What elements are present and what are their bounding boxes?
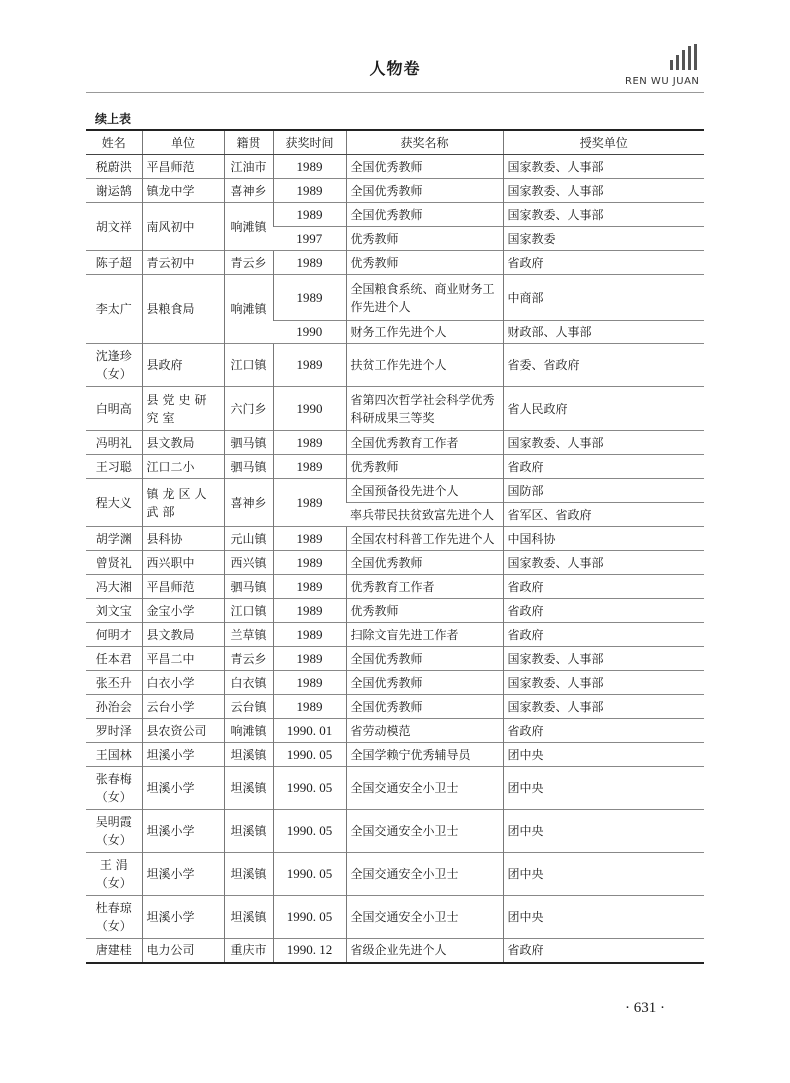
table-row [86, 431, 704, 455]
cell-unit: 坦溪小学 [142, 743, 224, 767]
cell-name: 陈子超 [86, 251, 142, 275]
cell-time: 1989 [273, 647, 346, 671]
cell-org: 省政府 [503, 251, 704, 275]
cell-name: 曾贤礼 [86, 551, 142, 575]
cell-org: 国家教委、人事部 [503, 695, 704, 719]
cell-award: 优秀教师 [346, 599, 503, 623]
cell-award: 优秀教师 [346, 227, 503, 251]
page-title: 人物卷 [369, 59, 421, 78]
cell-hometown: 西兴镇 [224, 551, 273, 575]
awards-table [86, 129, 704, 964]
cell-award: 扶贫工作先进个人 [346, 344, 503, 387]
table-row [86, 179, 704, 203]
table-row [86, 719, 704, 743]
cell-unit: 平昌师范 [142, 155, 224, 179]
cell-name: 李太广 [86, 275, 142, 344]
cell-time: 1989 [273, 344, 346, 387]
cell-org: 团中央 [503, 810, 704, 853]
cell-org: 中商部 [503, 275, 704, 321]
cell-org: 省人民政府 [503, 387, 704, 431]
header-rule [86, 92, 704, 93]
cell-unit: 白衣小学 [142, 671, 224, 695]
cell-award: 优秀教师 [346, 251, 503, 275]
cell-org: 省政府 [503, 939, 704, 963]
cell-award: 全国优秀教师 [346, 203, 503, 227]
column-header-name: 姓名 [86, 130, 142, 155]
cell-hometown: 驷马镇 [224, 455, 273, 479]
cell-hometown: 白衣镇 [224, 671, 273, 695]
cell-name: 程大义 [86, 479, 142, 527]
cell-unit: 县粮食局 [142, 275, 224, 344]
cell-unit: 云台小学 [142, 695, 224, 719]
page-number: · 631 · [625, 1000, 665, 1016]
table-row [86, 939, 704, 963]
cell-award: 率兵带民扶贫致富先进个人 [346, 503, 503, 527]
cell-name: 孙治会 [86, 695, 142, 719]
cell-org: 省政府 [503, 455, 704, 479]
cell-award: 省劳动模范 [346, 719, 503, 743]
cell-award: 财务工作先进个人 [346, 321, 503, 344]
cell-unit: 镇龙中学 [142, 179, 224, 203]
cell-org: 省政府 [503, 599, 704, 623]
cell-award: 优秀教师 [346, 455, 503, 479]
cell-time: 1990. 05 [273, 853, 346, 896]
cell-hometown: 元山镇 [224, 527, 273, 551]
cell-award: 省级企业先进个人 [346, 939, 503, 963]
cell-time: 1989 [273, 203, 346, 227]
cell-org: 省政府 [503, 719, 704, 743]
cell-award: 全国优秀教师 [346, 695, 503, 719]
table-row [86, 671, 704, 695]
table-row [86, 599, 704, 623]
cell-time: 1989 [273, 251, 346, 275]
cell-org: 团中央 [503, 767, 704, 810]
cell-hometown: 驷马镇 [224, 431, 273, 455]
cell-org: 国家教委、人事部 [503, 551, 704, 575]
cell-time: 1990. 05 [273, 743, 346, 767]
cell-time: 1990. 12 [273, 939, 346, 963]
cell-org: 团中央 [503, 853, 704, 896]
cell-org: 国防部 [503, 479, 704, 503]
cell-time: 1990. 05 [273, 810, 346, 853]
cell-org: 国家教委、人事部 [503, 431, 704, 455]
cell-name: 冯明礼 [86, 431, 142, 455]
cell-award: 全国优秀教师 [346, 551, 503, 575]
table-row [86, 387, 704, 431]
cell-unit: 坦溪小学 [142, 853, 224, 896]
continued-label: 续上表 [95, 112, 132, 126]
table-row [86, 743, 704, 767]
table-row [86, 527, 704, 551]
table-row [86, 344, 704, 387]
column-header-hometown: 籍贯 [224, 130, 273, 155]
cell-award: 全国优秀教育工作者 [346, 431, 503, 455]
column-header-awarding-org: 授奖单位 [503, 130, 704, 155]
cell-unit: 江口二小 [142, 455, 224, 479]
cell-name: 罗时泽 [86, 719, 142, 743]
cell-org: 国家教委、人事部 [503, 647, 704, 671]
cell-hometown: 响滩镇 [224, 719, 273, 743]
cell-award: 省第四次哲学社会科学优秀科研成果三等奖 [346, 387, 503, 431]
cell-unit: 县党史研究室 [142, 387, 224, 431]
cell-time: 1989 [273, 671, 346, 695]
table-row [86, 647, 704, 671]
cell-award: 全国优秀教师 [346, 647, 503, 671]
cell-hometown: 兰草镇 [224, 623, 273, 647]
table-row [86, 695, 704, 719]
table-row [86, 479, 704, 503]
cell-hometown: 江口镇 [224, 599, 273, 623]
table-row [86, 455, 704, 479]
cell-name: 胡学渊 [86, 527, 142, 551]
cell-time: 1990. 01 [273, 719, 346, 743]
cell-org: 省军区、省政府 [503, 503, 704, 527]
cell-unit: 青云初中 [142, 251, 224, 275]
cell-hometown: 驷马镇 [224, 575, 273, 599]
cell-time: 1989 [273, 455, 346, 479]
cell-award: 全国交通安全小卫士 [346, 767, 503, 810]
cell-unit: 县科协 [142, 527, 224, 551]
cell-hometown: 喜神乡 [224, 179, 273, 203]
cell-time: 1990 [273, 387, 346, 431]
cell-org: 国家教委、人事部 [503, 179, 704, 203]
table-row [86, 767, 704, 810]
cell-time: 1989 [273, 275, 346, 321]
table-row [86, 575, 704, 599]
cell-org: 国家教委 [503, 227, 704, 251]
cell-time: 1989 [273, 695, 346, 719]
cell-org: 国家教委、人事部 [503, 155, 704, 179]
cell-time: 1997 [273, 227, 346, 251]
cell-award: 全国农村科普工作先进个人 [346, 527, 503, 551]
cell-name: 沈逢珍（女） [86, 344, 142, 387]
table-row [86, 551, 704, 575]
cell-unit: 县农资公司 [142, 719, 224, 743]
cell-unit: 县政府 [142, 344, 224, 387]
cell-unit: 坦溪小学 [142, 810, 224, 853]
cell-time: 1990. 05 [273, 896, 346, 939]
cell-time: 1989 [273, 575, 346, 599]
cell-hometown: 六门乡 [224, 387, 273, 431]
cell-hometown: 云台镇 [224, 695, 273, 719]
cell-hometown: 坦溪镇 [224, 767, 273, 810]
cell-award: 全国交通安全小卫士 [346, 896, 503, 939]
cell-hometown: 喜神乡 [224, 479, 273, 527]
cell-org: 省政府 [503, 575, 704, 599]
cell-unit: 平昌二中 [142, 647, 224, 671]
cell-hometown: 青云乡 [224, 647, 273, 671]
cell-award: 全国交通安全小卫士 [346, 810, 503, 853]
cell-name: 吴明霞（女） [86, 810, 142, 853]
cell-time: 1989 [273, 431, 346, 455]
column-header-award-time: 获奖时间 [273, 130, 346, 155]
cell-time: 1989 [273, 179, 346, 203]
cell-name: 何明才 [86, 623, 142, 647]
cell-hometown: 江口镇 [224, 344, 273, 387]
cell-hometown: 坦溪镇 [224, 810, 273, 853]
cell-award: 全国优秀教师 [346, 179, 503, 203]
cell-name: 王 涓（女） [86, 853, 142, 896]
cell-org: 中国科协 [503, 527, 704, 551]
cell-name: 杜春琼（女） [86, 896, 142, 939]
cell-unit: 坦溪小学 [142, 767, 224, 810]
cell-org: 团中央 [503, 896, 704, 939]
table-row [86, 203, 704, 227]
cell-award: 全国粮食系统、商业财务工作先进个人 [346, 275, 503, 321]
cell-name: 任本君 [86, 647, 142, 671]
cell-name: 刘文宝 [86, 599, 142, 623]
cell-time: 1989 [273, 623, 346, 647]
table-header-row [86, 130, 704, 155]
table-row [86, 251, 704, 275]
cell-name: 冯大湘 [86, 575, 142, 599]
cell-time: 1989 [273, 599, 346, 623]
table-row [86, 623, 704, 647]
cell-award: 扫除文盲先进工作者 [346, 623, 503, 647]
table-row [86, 853, 704, 896]
cell-award: 全国预备役先进个人 [346, 479, 503, 503]
cell-hometown: 坦溪镇 [224, 896, 273, 939]
cell-hometown: 坦溪镇 [224, 743, 273, 767]
cell-name: 胡文祥 [86, 203, 142, 251]
cell-unit: 西兴职中 [142, 551, 224, 575]
book-name: REN WU JUAN [625, 76, 700, 87]
cell-hometown: 坦溪镇 [224, 853, 273, 896]
cell-unit: 镇龙区人武部 [142, 479, 224, 527]
cell-time: 1989 [273, 551, 346, 575]
cell-award: 优秀教育工作者 [346, 575, 503, 599]
cell-name: 王习聪 [86, 455, 142, 479]
cell-hometown: 青云乡 [224, 251, 273, 275]
cell-time: 1989 [273, 479, 346, 527]
table-row [86, 275, 704, 321]
cell-name: 张丕升 [86, 671, 142, 695]
cell-name: 王国林 [86, 743, 142, 767]
table-row [86, 155, 704, 179]
cell-unit: 县文教局 [142, 623, 224, 647]
cell-name: 谢运鹄 [86, 179, 142, 203]
cell-hometown: 响滩镇 [224, 275, 273, 344]
cell-unit: 电力公司 [142, 939, 224, 963]
cell-time: 1990 [273, 321, 346, 344]
book-logo-bars-icon [670, 44, 702, 70]
cell-org: 国家教委、人事部 [503, 203, 704, 227]
cell-org: 省委、省政府 [503, 344, 704, 387]
cell-award: 全国交通安全小卫士 [346, 853, 503, 896]
table-row [86, 810, 704, 853]
cell-time: 1989 [273, 527, 346, 551]
cell-unit: 南风初中 [142, 203, 224, 251]
cell-time: 1989 [273, 155, 346, 179]
cell-name: 张春梅（女） [86, 767, 142, 810]
cell-org: 团中央 [503, 743, 704, 767]
cell-org: 财政部、人事部 [503, 321, 704, 344]
cell-unit: 县文教局 [142, 431, 224, 455]
cell-award: 全国优秀教师 [346, 671, 503, 695]
cell-award: 全国学赖宁优秀辅导员 [346, 743, 503, 767]
cell-org: 国家教委、人事部 [503, 671, 704, 695]
cell-org: 省政府 [503, 623, 704, 647]
cell-hometown: 响滩镇 [224, 203, 273, 251]
cell-unit: 坦溪小学 [142, 896, 224, 939]
cell-award: 全国优秀教师 [346, 155, 503, 179]
cell-name: 白明高 [86, 387, 142, 431]
column-header-unit: 单位 [142, 130, 224, 155]
column-header-award-name: 获奖名称 [346, 130, 503, 155]
cell-hometown: 重庆市 [224, 939, 273, 963]
table-row [86, 896, 704, 939]
cell-name: 税蔚洪 [86, 155, 142, 179]
cell-unit: 金宝小学 [142, 599, 224, 623]
cell-unit: 平昌师范 [142, 575, 224, 599]
cell-time: 1990. 05 [273, 767, 346, 810]
cell-name: 唐建桂 [86, 939, 142, 963]
cell-hometown: 江油市 [224, 155, 273, 179]
